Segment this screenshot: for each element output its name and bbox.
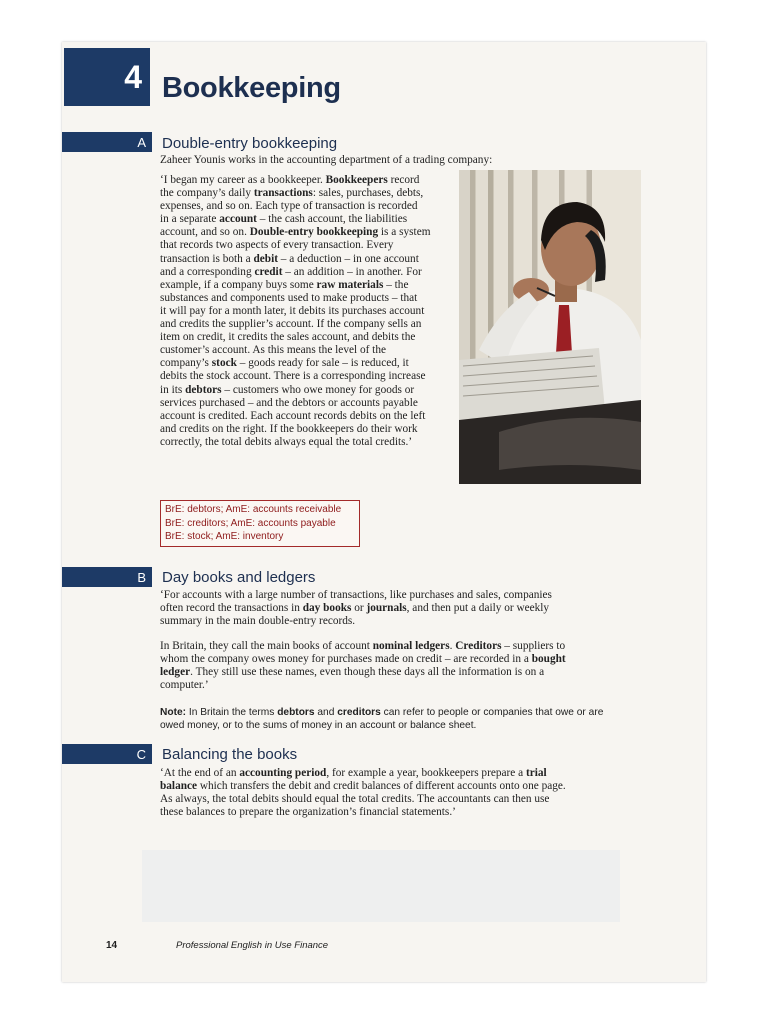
section-a-line: and credits on the right. If the bookkeepers do their work [160,422,418,435]
unit-number: 4 [124,58,142,95]
section-c-heading: Balancing the books [162,746,298,763]
section-a-line: in a separate account – the cash account, the liabilities [160,213,408,226]
section-a-body [160,174,460,449]
section-b-paragraph-1 [160,589,630,628]
section-a-line: substances and components used to make products – that [160,291,418,304]
section-c-bar [62,744,152,764]
section-a-line: example, if a company buys some raw materials – the [160,278,409,291]
section-a-line: customer’s account. As this means the level of the [160,344,386,357]
photo-bookkeeper [459,170,641,484]
section-c-line: ‘At the end of an accounting period, for example a year, bookkeepers prepare a trial [160,767,547,779]
section-a-heading: Double-entry bookkeeping [162,135,338,152]
page-number: 14 [106,940,118,951]
section-b-line: ‘For accounts with a large number of transactions, like purchases and sales, companies [160,589,552,601]
section-a-line: expenses, and so on. Each type of transaction is recorded [160,200,418,213]
unit-title: Bookkeeping [162,72,341,104]
section-a-line: account, and so on. Double-entry bookkeeping is a system [160,226,431,239]
section-a-line: item on credit, it credits the sales account, and debits the [160,331,416,344]
section-a-line: company’s stock – goods ready for sale – is reduced, it [160,357,409,370]
section-a-line: correctly, the total debits always equal the total credits.’ [160,435,413,448]
section-a-bar [62,132,152,152]
section-c-line: balance which transfers the debit and credit balances of different accounts onto one page. [160,780,566,793]
section-a-intro: Zaheer Younis works in the accounting department of a trading company: [160,154,493,166]
section-b-line: In Britain, they call the main books of account nominal ledgers. Creditors – suppliers to [160,640,566,652]
bleed-through-shade [142,850,620,922]
section-a-line: ‘I began my career as a bookkeeper. Bookkeepers record [160,174,420,186]
section-a-line: transaction is both a debit – a deduction – in one account [160,252,419,265]
section-b-line: whom the company owes money for purchases made on credit – are recorded in a bought [160,653,566,666]
book-title: Professional English in Use Finance [176,940,329,951]
key-box-line: BrE: creditors; AmE: accounts payable [165,517,336,529]
key-box-line: BrE: debtors; AmE: accounts receivable [165,504,342,515]
section-a-line: it will pay for a month later, it debits its purchases account [160,304,425,317]
section-a-line: debits the stock account. There is a corresponding increase [160,370,426,383]
book-page [62,42,706,982]
section-a-line: account is credited. Each account records debits on the left [160,409,426,422]
section-a-line: that records two aspects of every transaction. Every [160,239,394,252]
section-c-body [160,767,630,819]
section-b-line: computer.’ [160,679,209,692]
unit-number-badge [64,48,150,106]
bre-ame-key-box [160,500,360,547]
section-c-line: As always, the total debits should equal the total credits. The accountants can then use [160,793,550,806]
section-a-line: and credits the supplier’s account. If the company sells an [160,318,422,331]
key-box-line: BrE: stock; AmE: inventory [165,531,284,542]
bookkeeper-illustration [459,170,641,484]
section-b-note [160,706,630,732]
section-a-line: services purchased – and the debtors or accounts payable [160,396,418,409]
section-c-line: these balances to prepare the organization’s financial statements.’ [160,806,456,819]
section-b-line: ledger. They still use these names, even though these days all the information is on a [160,666,545,679]
section-b-heading: Day books and ledgers [162,569,316,586]
section-a-line: the company’s daily transactions: sales, purchases, debts, [160,187,424,200]
section-b-bar [62,567,152,587]
section-c-letter: C [136,746,146,762]
section-b-line: summary in the main double-entry records. [160,615,356,628]
section-b-paragraph-2 [160,640,630,692]
section-a-letter: A [137,134,146,150]
section-b-line: often record the transactions in day books or journals, and then put a daily or weekly [160,602,550,615]
section-a-line: in its debtors – customers who owe money for goods or [160,383,415,396]
note-line: owed money, or to the sums of money in an account or balance sheet. [160,720,477,732]
section-b-letter: B [137,569,146,585]
section-a-line: and a corresponding credit – an addition – in another. For [160,265,422,278]
note-line: Note: In Britain the terms debtors and creditors can refer to people or companies that owe or are [160,707,604,718]
